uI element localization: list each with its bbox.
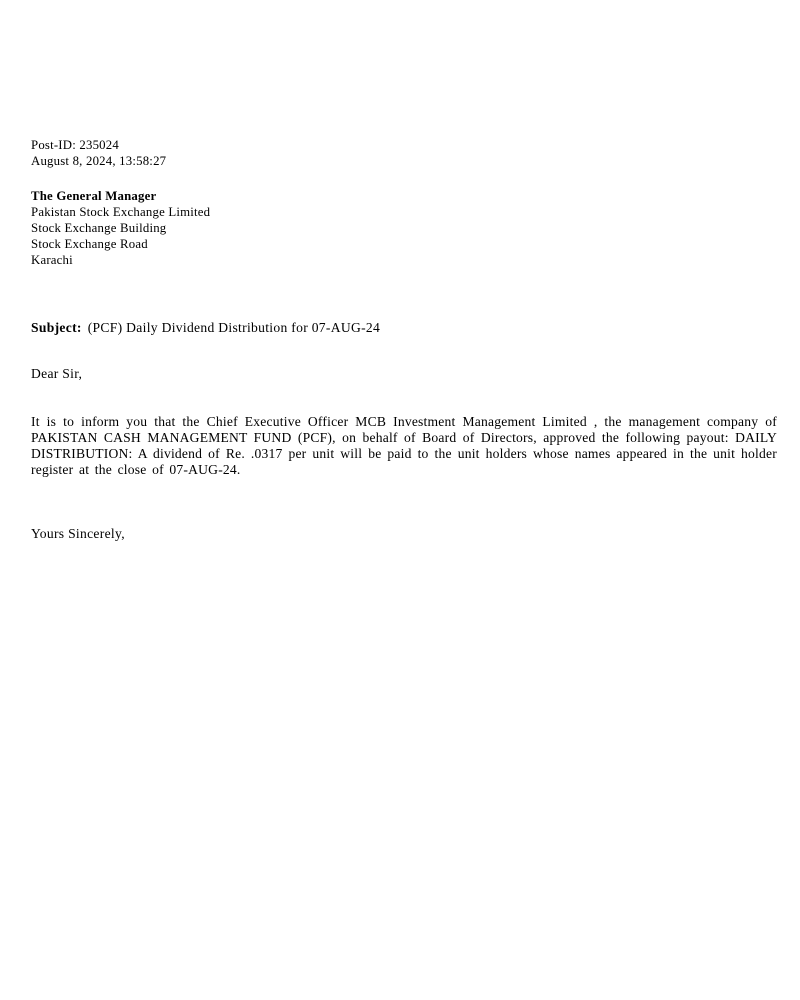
body-paragraph: It is to inform you that the Chief Executive Officer MCB Investment Management Limited , the management company of PAKISTAN CASH MANAGEMENT FUND (PCF), on behalf of Board of Directors, approved the following payout: DAILY DISTRIBUTION: A dividend of Re. .0317 per unit will be paid to the unit holders whose names appeared in the unit holder register at the close of 07-AUG-24. [31,414,777,477]
recipient-line-building: Stock Exchange Building [31,221,167,235]
subject-text: (PCF) Daily Dividend Distribution for 07-AUG-24 [87,320,381,335]
subject-label: Subject: [31,320,82,335]
recipient-line-city: Karachi [31,253,73,267]
subject-line [31,319,777,337]
recipient-block [31,188,777,268]
recipient-title: The General Manager [31,189,157,203]
recipient-line-company: Pakistan Stock Exchange Limited [31,205,211,219]
salutation: Dear Sir, [31,366,83,381]
closing: Yours Sincerely, [31,526,125,541]
recipient-line-road: Stock Exchange Road [31,237,148,251]
letter-meta [31,137,777,169]
date-time-line: August 8, 2024, 13:58:27 [31,154,167,168]
post-id-line: Post-ID: 235024 [31,138,119,152]
